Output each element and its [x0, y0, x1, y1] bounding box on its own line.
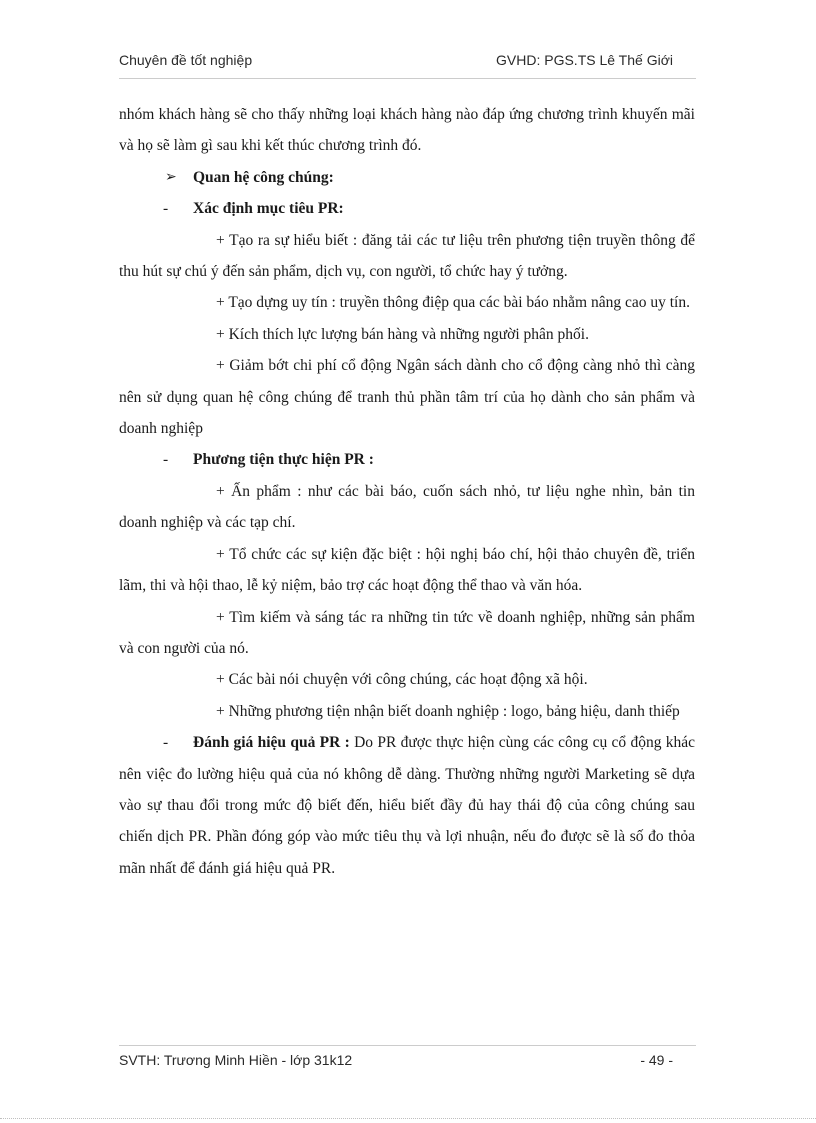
header-title: Chuyên đề tốt nghiệp — [119, 52, 253, 68]
subsection-title: Đánh giá hiệu quả PR : — [193, 734, 350, 752]
header-divider — [119, 78, 696, 80]
subsection-evaluation — [119, 727, 695, 884]
list-item: + Những phương tiện nhận biết doanh nghiệp : logo, bảng hiệu, danh thiếp — [216, 702, 680, 720]
list-item: + Tạo ra sự hiểu biết : đăng tải các tư liệu trên phương tiện truyền thông để thu hút sự chú ý đến sản phẩm, dịch vụ, con người, tổ chức hay ý tưởng. — [119, 231, 695, 281]
paragraph-intro: nhóm khách hàng sẽ cho thấy những loại khách hàng nào đáp ứng chương trình khuyến mãi và họ sẽ làm gì sau khi kết thúc chương trình đó. — [119, 106, 695, 155]
list-item: + Kích thích lực lượng bán hàng và những người phân phối. — [216, 325, 589, 343]
subsection-title: Xác định mục tiêu PR: — [193, 200, 344, 218]
footer-student: SVTH: Trương Minh Hiền - lớp 31k12 — [119, 1052, 353, 1068]
footer-divider — [119, 1045, 696, 1047]
arrow-bullet-icon: ➢ — [165, 169, 177, 185]
subsection-heading-goals — [119, 193, 695, 224]
page-header — [119, 52, 673, 68]
page-edge-divider — [0, 1118, 816, 1120]
subsection-title: Phương tiện thực hiện PR : — [193, 451, 374, 469]
evaluation-text: Do PR được thực hiện cùng các công cụ cổ động khác nên việc đo lường hiệu quả của nó không dễ dàng. Thường những người Marketing sẽ dựa vào sự thau đổi trong mức độ biết đến, hiểu biết đầy đủ hay thái độ của công chúng sau chiến dịch PR. Phần đóng góp vào mức tiêu thụ và lợi nhuận, nếu đo được sẽ là số đo thỏa mãn nhất để đánh giá hiệu quả PR. — [119, 734, 696, 877]
section-title: Quan hệ công chúng: — [193, 168, 334, 186]
page-footer — [119, 1052, 673, 1068]
list-item: + Tạo dựng uy tín : truyền thông điệp qua các bài báo nhằm nâng cao uy tín. — [216, 294, 690, 312]
page-number: - 49 - — [640, 1052, 673, 1068]
list-item: + Ấn phẩm : như các bài báo, cuốn sách nhỏ, tư liệu nghe nhìn, bản tin doanh nghiệp và các tạp chí. — [119, 482, 695, 532]
list-item: + Giảm bớt chi phí cổ động Ngân sách dành cho cổ động càng nhỏ thì càng nên sử dụng quan hệ công chúng để tranh thủ phần tâm trí của họ dành cho sản phẩm và doanh nghiệp — [119, 357, 695, 438]
section-heading-pr — [119, 162, 695, 193]
header-advisor: GVHD: PGS.TS Lê Thế Giới — [496, 52, 673, 68]
list-item: + Tổ chức các sự kiện đặc biệt : hội nghị báo chí, hội thảo chuyên đề, triển lãm, thi và hội thao, lễ kỷ niệm, bảo trợ các hoạt động thể thao và văn hóa. — [119, 545, 695, 595]
dash-bullet: - — [163, 734, 169, 752]
dash-bullet: - — [163, 200, 169, 218]
subsection-heading-means — [119, 444, 695, 475]
list-item: + Tìm kiếm và sáng tác ra những tin tức về doanh nghiệp, những sản phẩm và con người của nó. — [119, 608, 695, 657]
page-body — [119, 99, 695, 884]
list-item: + Các bài nói chuyện với công chúng, các hoạt động xã hội. — [216, 671, 588, 689]
dash-bullet: - — [163, 451, 169, 469]
